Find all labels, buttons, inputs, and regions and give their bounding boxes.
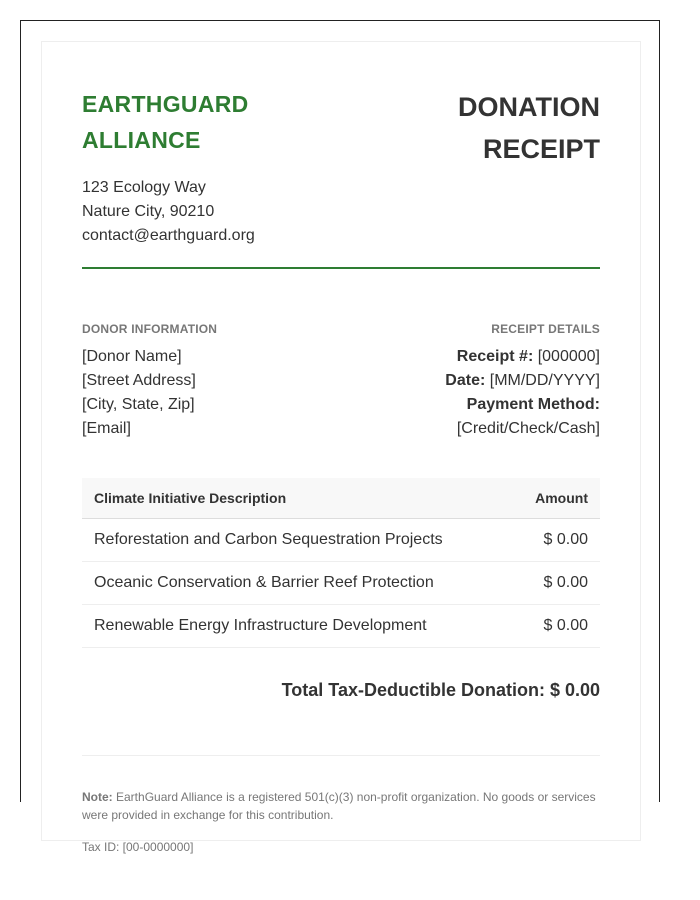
table-header-row xyxy=(82,478,600,519)
organization-name: EARTHGUARD ALLIANCE xyxy=(82,91,249,153)
footer-note xyxy=(82,788,600,824)
donor-city-state-zip: [City, State, Zip] xyxy=(82,396,195,413)
receipt-date xyxy=(445,369,600,393)
donor-email: [Email] xyxy=(82,420,131,437)
receipt-number-label: Receipt #: xyxy=(456,348,534,365)
donor-street: [Street Address] xyxy=(82,372,196,389)
description-column-header: Climate Initiative Description xyxy=(82,478,511,519)
table-row xyxy=(82,605,600,648)
page-frame xyxy=(20,20,660,854)
tax-id: Tax ID: [00-0000000] xyxy=(82,840,194,854)
footer-divider xyxy=(82,755,600,756)
row-description: Oceanic Conservation & Barrier Reef Protection xyxy=(82,562,511,605)
donation-table xyxy=(82,478,600,648)
title-line-1: DONATION xyxy=(458,92,600,122)
address-line-2: Nature City, 90210 xyxy=(82,203,215,220)
receipt-number-value: [000000] xyxy=(533,348,600,365)
row-description: Reforestation and Carbon Sequestration Projects xyxy=(82,519,511,562)
receipt-content xyxy=(82,86,600,854)
donor-name: [Donor Name] xyxy=(82,348,182,365)
receipt-details xyxy=(445,321,600,441)
table-row xyxy=(82,519,600,562)
donor-information xyxy=(82,321,217,441)
receipt-header xyxy=(82,86,600,246)
receipt-date-value: [MM/DD/YYYY] xyxy=(485,372,600,389)
title-line-2: RECEIPT xyxy=(482,134,600,164)
row-amount: $ 0.00 xyxy=(511,519,600,562)
document-title xyxy=(380,86,600,170)
note-text: EarthGuard Alliance is a registered 501(c)(3) non-profit organization. No goods or services were provided in exchange for this contribution. xyxy=(82,790,596,822)
receipt-card xyxy=(41,41,641,854)
row-amount: $ 0.00 xyxy=(511,605,600,648)
receipt-section-label: RECEIPT DETAILS xyxy=(491,322,600,336)
row-description: Renewable Energy Infrastructure Development xyxy=(82,605,511,648)
payment-method-value: [Credit/Check/Cash] xyxy=(456,420,600,437)
amount-column-header: Amount xyxy=(511,478,600,519)
receipt-number xyxy=(445,345,600,369)
header-divider xyxy=(82,267,600,269)
note-label: Note: xyxy=(82,790,113,804)
row-amount: $ 0.00 xyxy=(511,562,600,605)
organization-email: contact@earthguard.org xyxy=(82,227,255,244)
donor-section-label: DONOR INFORMATION xyxy=(82,322,218,336)
info-section xyxy=(82,321,600,441)
address-line-1: 123 Ecology Way xyxy=(82,179,206,196)
table-row xyxy=(82,562,600,605)
payment-method-label: Payment Method: xyxy=(466,396,600,413)
organization-address xyxy=(82,176,255,248)
receipt-date-label: Date: xyxy=(445,372,486,389)
total-donation: Total Tax-Deductible Donation: $ 0.00 xyxy=(281,680,600,700)
